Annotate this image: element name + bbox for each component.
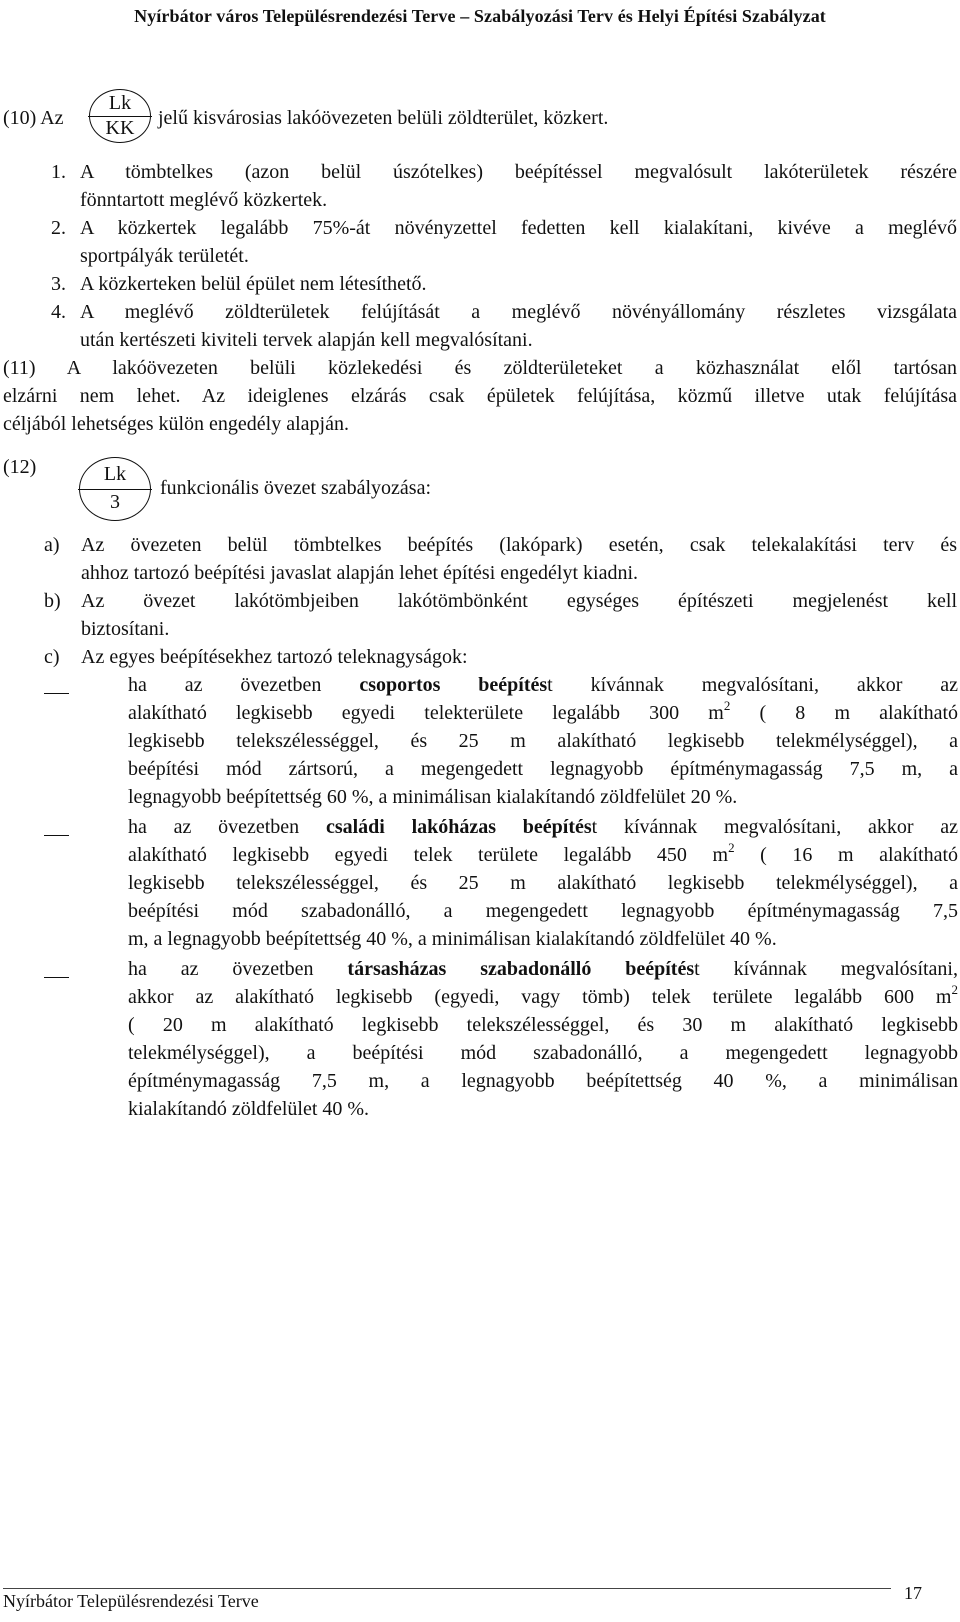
section-11-line2: elzárni nem lehet. Az ideiglenes elzárás csak épületek felújítása, közmű illetve utak felújítása <box>3 385 957 407</box>
list-item-4-cont: után kertészeti kiviteli tervek alapján kell megvalósítani. <box>80 329 533 351</box>
list-item-1: 1. A tömbtelkes (azon belül úszótelkes) beépítéssel megvalósult lakóterületek részére <box>51 161 957 183</box>
bullet-2-line4: beépítési mód szabadonálló, a megengedett legnagyobb építménymagasság 7,5 <box>128 900 958 922</box>
zone-symbol-lk-kk <box>89 89 151 143</box>
list-item-2-cont: sportpályák területét. <box>80 245 249 267</box>
bullet-3-line5: építménymagasság 7,5 m, a legnagyobb beépítettség 40 %, a minimálisan <box>128 1070 958 1092</box>
bullet-3-line6: kialakítandó zöldfelület 40 %. <box>128 1098 370 1120</box>
item-a-line1: a) Az övezeten belül tömbtelkes beépítés (lakópark) esetén, csak telekalakítási terv és <box>44 534 957 556</box>
bullet-3-line3: ( 20 m alakítható legkisebb telekszélességgel, és 30 m alakítható legkisebb <box>128 1014 958 1036</box>
item-b-line1: b) Az övezet lakótömbjeiben lakótömbönként egységes építészeti megjelenést kell <box>44 590 957 612</box>
zone-symbol-top: Lk <box>103 463 127 485</box>
bullet-2-line3: legkisebb telekszélességgel, és 25 m alakítható legkisebb telekmélységgel), a <box>128 872 958 894</box>
bullet-1-line5: legnagyobb beépítettség 60 %, a minimálisan kialakítandó zöldfelület 20 %. <box>128 786 738 808</box>
section-10-prefix: (10) Az <box>3 107 64 129</box>
list-item-4: 4. A meglévő zöldterületek felújítását a meglévő növényállomány részletes vizsgálata <box>51 301 957 323</box>
item-c-line1: c) Az egyes beépítésekhez tartozó teleknagyságok: <box>44 646 468 668</box>
zone-symbol-bottom: KK <box>105 117 135 139</box>
bullet-1-line4: beépítési mód zártsorú, a megengedett legnagyobb építménymagasság 7,5 m, a <box>128 758 958 780</box>
bullet-2-line1: ha az övezetben családi lakóházas beépítést kívánnak megvalósítani, akkor az <box>128 816 958 838</box>
list-item-2: 2. A közkertek legalább 75%-át növényzettel fedetten kell kialakítani, kivéve a meglévő <box>51 217 957 239</box>
footer-rule <box>3 1588 891 1589</box>
section-10-title: jelű kisvárosias lakóövezeten belüli zöldterület, közkert. <box>158 107 609 129</box>
zone-symbol-lk-3 <box>79 457 151 521</box>
bullet-2-line5: m, a legnagyobb beépítettség 40 %, a minimálisan kialakítandó zöldfelület 40 %. <box>128 928 777 950</box>
bullet-1-line2: alakítható legkisebb egyedi telekterülete legalább 300 $m^2$ ( 8 m alakítható <box>128 698 959 724</box>
section-12-title: funkcionális övezet szabályozása: <box>160 477 431 499</box>
zone-symbol-top: Lk <box>108 92 132 114</box>
bullet-3-line4: telekmélységgel), a beépítési mód szabadonálló, a megengedett legnagyobb <box>128 1042 958 1064</box>
section-12-prefix: (12) <box>3 456 37 478</box>
section-11-line3: céljából lehetséges külön engedély alapján. <box>3 413 349 435</box>
list-item-1-cont: fönntartott meglévő közkertek. <box>80 189 328 211</box>
zone-symbol-bottom: 3 <box>110 491 120 513</box>
bullet-1-line3: legkisebb telekszélességgel, és 25 m alakítható legkisebb telekmélységgel), a <box>128 730 958 752</box>
bullet-3-line1: ha az övezetben társasházas szabadonálló beépítést kívánnak megvalósítani, <box>128 958 958 980</box>
page-number: 17 <box>904 1583 922 1603</box>
bullet-3-line2: akkor az alakítható legkisebb (egyedi, vagy tömb) telek területe legalább 600 $m^2$ <box>128 982 958 1008</box>
dash-bullet-3 <box>44 968 69 986</box>
item-b-line2: biztosítani. <box>81 618 170 640</box>
dash-bullet-2 <box>44 826 69 844</box>
list-item-3: 3. A közkerteken belül épület nem létesíthető. <box>51 273 427 295</box>
section-11-line1: (11) A lakóövezeten belüli közlekedési és zöldterületeket a közhasználat elől tartósan <box>3 357 957 379</box>
dash-bullet-1 <box>44 684 69 702</box>
footer-title: Nyírbátor Településrendezési Terve <box>3 1591 259 1611</box>
bullet-1-line1: ha az övezetben csoportos beépítést kívánnak megvalósítani, akkor az <box>128 674 959 696</box>
item-a-line2: ahhoz tartozó beépítési javaslat alapján lehet építési engedélyt kiadni. <box>81 562 639 584</box>
running-header: Nyírbátor város Településrendezési Terve – Szabályozási Terv és Helyi Építési Szabályzat <box>134 6 826 26</box>
bullet-2-line2: alakítható legkisebb egyedi telek területe legalább 450 $m^2$ ( 16 m alakítható <box>128 840 959 866</box>
